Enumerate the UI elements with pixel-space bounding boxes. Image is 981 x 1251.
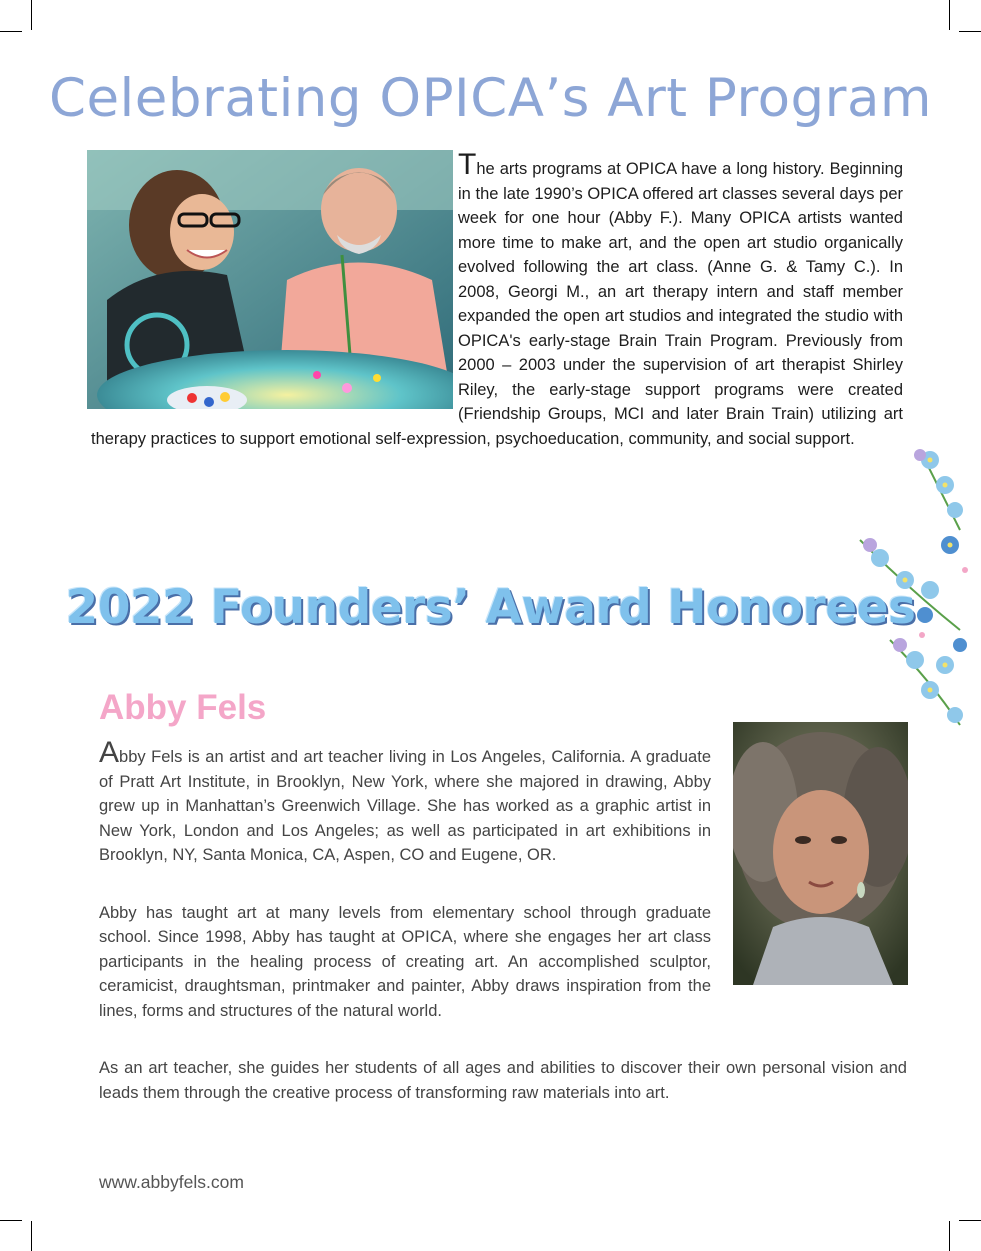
website-link[interactable]: www.abbyfels.com: [99, 1172, 244, 1192]
crop-mark: [959, 31, 981, 32]
intro-body: he arts programs at OPICA have a long history. Beginning in the late 1990’s OPICA offered art classes several days per week for one hour (Abby F.). Many OPICA artists wanted more time to make art, and the open art studio organically evolved following the art class. (Anne G. & Tamy C.). In 2008, Georgi M., an art therapy intern and staff member expanded the open art studios and integrated the studio with OPICA's early-stage Brain Train Program. Previously from 2000 – 2003 under the supervision of art therapist Shirley Riley, the early-stage support programs were created (Friendship Groups, MCI and later Brain Train) utilizing art therapy practices to support emotional self-expression, psychoeducation, community, and social support.: [91, 160, 903, 448]
intro-text: [91, 148, 903, 451]
crop-mark: [0, 31, 22, 32]
crop-mark: [31, 1221, 32, 1251]
crop-mark: [949, 1221, 950, 1251]
intro-dropcap: T: [458, 148, 477, 181]
honoree-name: Abby Fels: [99, 688, 267, 727]
crop-mark: [31, 0, 32, 30]
bio-paragraph-2: Abby has taught art at many levels from elementary school through graduate school. Since 1998, Abby has taught at OPICA, where she engages her art class participants in the healing process of creating art. An accomplished sculptor, ceramicist, draughtsman, printmaker and painter, Abby draws inspiration from the lines, forms and structures of the natural world.: [99, 903, 711, 1020]
crop-mark: [949, 0, 950, 30]
bio-paragraph-1-text: bby Fels is an artist and art teacher living in Los Angeles, California. A graduate of Pratt Art Institute, in Brooklyn, New York, where she majored in drawing, Abby grew up in Manhattan’s Greenwich Village. She has worked as a graphic artist in New York, London and Los Angeles; as well as participated in art exhibitions in Brooklyn, NY, Santa Monica, CA, Aspen, CO and Eugene, OR.: [99, 748, 711, 864]
honorees-title: 2022 Founders’ Award Honorees: [65, 580, 916, 635]
page-title: Celebrating OPICA’s Art Program: [48, 68, 933, 129]
crop-mark: [959, 1220, 981, 1221]
honoree-bio: [99, 736, 907, 1105]
bio-dropcap: A: [99, 736, 120, 769]
bio-paragraph-3: As an art teacher, she guides her students of all ages and abilities to discover their own personal vision and leads them through the creative process of transforming raw materials into art.: [99, 1059, 907, 1102]
crop-mark: [0, 1220, 22, 1221]
